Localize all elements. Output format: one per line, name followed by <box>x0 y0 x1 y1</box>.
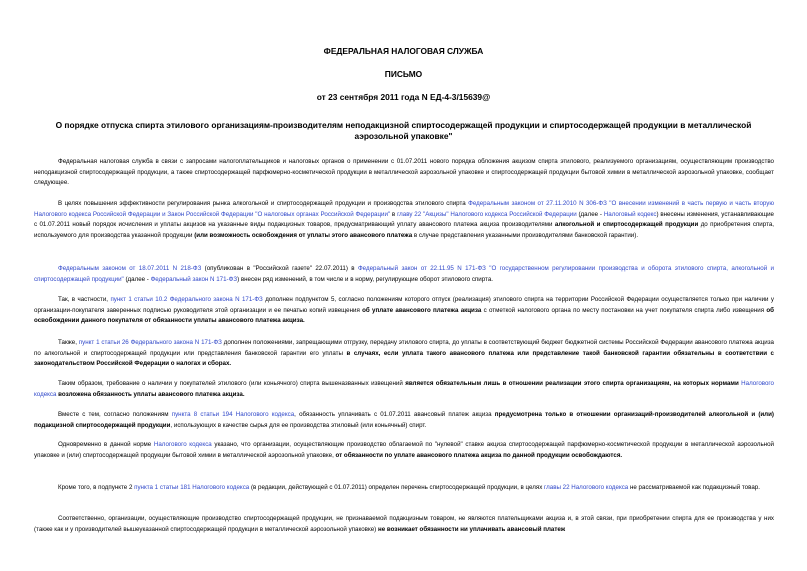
agency-heading: ФЕДЕРАЛЬНАЯ НАЛОГОВАЯ СЛУЖБА <box>323 46 484 56</box>
link-chapter-22[interactable]: главу 22 "Акцизы" Налогового кодекса Российской Федерации <box>397 210 577 218</box>
text: дополнен подпунктом 5, согласно положениям которого отпуск (реализация) этилового спирта на территории Российской Федерации осуществляется только при наличии у организации-покупателя заверенных подписью руководителя этой организации и ее печатью копий извещения <box>34 296 775 314</box>
text: не рассматриваемой как подакцизный товар. <box>628 484 760 491</box>
text: Таким образом, требование о наличии у покупателей этилового (или коньячного) спирта вышеназванных извещений <box>58 380 406 387</box>
paragraph-law-218 <box>34 264 774 285</box>
bold-text: об освобождении данного покупателя от обязанности уплаты авансового платежа акциза. <box>34 306 775 325</box>
bold-text: возложена обязанность уплаты авансового платежа акциза. <box>56 390 245 398</box>
link-article-194[interactable]: пункта 8 статьи 194 Налогового кодекса <box>171 411 295 418</box>
text: Федеральная налоговая служба в связи с запросами налогоплательщиков и налоговых органов о применении с 01.07.2011 нового порядка обложения акцизом спирта этилового, реализуемого организациям, осуществляющим производство неподакцизной спиртосодержащей продукции, а также спиртосодержащей парфюмерно-косметической продукции в металлической аэрозольной упаковке и спиртосодержащей продукции бытовой химии в металлической аэрозольной упаковке, сообщает следующее. <box>34 158 774 187</box>
text: ) внесен ряд изменений, в том числе и в норму, регулирующие оборот этилового спирта. <box>237 275 493 283</box>
link-federal-law-171-short[interactable]: Федеральный закон N 171-ФЗ <box>150 275 238 283</box>
document-date-number: от 23 сентября 2011 года N ЕД-4-3/15639@ <box>316 92 491 102</box>
text: в <box>390 210 398 218</box>
link-article-10-2[interactable]: пункт 1 статьи 10.2 Федерального закона N 171-ФЗ <box>110 296 263 303</box>
text: Также, <box>58 339 79 346</box>
text: с отметкой налогового органа по месту постановки на учет покупателя спирта либо извещения <box>481 306 767 314</box>
bold-text: в случаях, если уплата такого авансового платежа или представление такой банковской гарантии обязательны в соответствии с законодательством Российской Федерации о налогах и сборах. <box>34 349 774 368</box>
text: указано, что организации, осуществляющие производство облагаемой по "нулевой" ставке акциза спиртосодержащей парфюмерно-косметической продукции в металлической аэрозольной упаковке и (или) спиртосодержащей продукции бытовой химии в металлической аэрозольной упаковке, <box>34 441 774 459</box>
text: ) внесены изменения, устанавливающие с 01.07.2011 новый порядок исчисления и уплаты акцизов на указанные виды подакцизных товаров, предусматривающий уплату авансового платежа акциза производителями <box>34 210 774 229</box>
link-chapter-22[interactable]: главы 22 Налогового кодекса <box>544 484 629 491</box>
text: Одновременно в данной норме <box>58 441 154 448</box>
text: (опубликован в "Российской газете" 22.07.2011) в <box>201 265 358 272</box>
paragraph-article-10-2 <box>34 295 774 327</box>
link-tax-code[interactable]: Налоговый кодекс <box>603 210 657 218</box>
document-title: О порядке отпуска спирта этилового организациям-производителям неподакцизной спиртосодержащей продукции и спиртосодержащей продукции в металлической аэрозольной упаковке" <box>55 120 752 141</box>
bold-text: является обязательным лишь в отношении реализации этого спирта организациям, на которых нормами <box>405 380 742 387</box>
bold-text: (или возможность освобождения от уплаты этого авансового платежа <box>194 231 413 239</box>
paragraph-conclusion <box>34 379 774 400</box>
text: дополнен положениями, запрещающими отгрузку, передачу этилового спирта, до уплаты в соответствующий бюджет бюджетной системы Российской Федерации авансового платежа акциза по алкогольной и спиртосодержащей продукции или представления банковской гарантии его уплаты <box>34 339 775 357</box>
text: , использующих в качестве сырья для ее производства этиловый (или коньячный) спирт. <box>170 421 427 429</box>
bold-text: алкогольной и спиртосодержащей продукции <box>554 221 699 229</box>
bold-text: не возникает обязанности ни уплачивать авансовый платеж <box>377 525 566 533</box>
paragraph-article-26 <box>34 338 774 370</box>
text: (в редакции, действующей с 01.07.2011) определен перечень спиртосодержащей продукции, в целях <box>249 484 545 491</box>
paragraph-article-194 <box>34 410 774 431</box>
paragraph-zero-rate <box>34 440 774 461</box>
paragraph-consequently <box>34 514 774 535</box>
link-federal-law-306[interactable]: Федеральным законом от 27.11.2010 N 306-ФЗ "О внесении изменений в часть первую и часть вторую Налогового кодекса Российской Федерации и Закон Российской Федерации "О налоговых органах Российской Федерации" <box>34 200 774 218</box>
text: (далее - <box>576 210 604 218</box>
link-tax-code[interactable]: Налогового кодекса <box>153 441 212 448</box>
paragraph-intro <box>34 157 774 189</box>
link-article-26[interactable]: пункт 1 статьи 26 Федерального закона N 171-ФЗ <box>78 339 222 346</box>
text: Так, в частности, <box>58 296 111 303</box>
text: Соответственно, организации, осуществляющие производство спиртосодержащей продукции, не признаваемой подакцизным товаром, не являются плательщиками акциза и, в этой связи, при приобретении спирта для ее производства у них (также как и у производителей вышеуказанной спиртосодержащей продукции в металлической аэрозольной упаковке) <box>34 515 774 533</box>
text: (далее - <box>123 275 151 283</box>
bold-text: от обязанности по уплате авансового платежа акциза по данной продукции освобождаются. <box>335 451 623 459</box>
text: В целях повышения эффективности регулирования рынка алкогольной и спиртосодержащей продукции и производства этилового спирта <box>58 200 469 207</box>
text: , обязанность уплачивать с 01.07.2011 авансовый платеж акциза <box>294 411 495 418</box>
bold-text: об уплате авансового платежа акциза <box>362 306 482 314</box>
link-tax-code[interactable]: Налогового кодекса <box>34 380 774 398</box>
text: в случае представления указанными производителями банковской гарантии). <box>412 231 639 239</box>
text: до приобретения спирта, используемого для производства указанной продукции <box>34 221 774 239</box>
paragraph-article-181 <box>34 483 774 494</box>
link-federal-law-171[interactable]: Федеральный закон от 22.11.95 N 171-ФЗ "О государственном регулировании производства и оборота этилового спирта, алкогольной и спиртосодержащей продукции" <box>34 265 774 283</box>
text: Кроме того, в подпункте 2 <box>58 484 135 491</box>
paragraph-purpose <box>34 199 774 241</box>
document-type: ПИСЬМО <box>384 69 423 79</box>
link-federal-law-218[interactable]: Федеральным законом от 18.07.2011 N 218-ФЗ <box>58 265 202 272</box>
text: Вместе с тем, согласно положениям <box>58 411 172 418</box>
link-article-181[interactable]: пункта 1 статьи 181 Налогового кодекса <box>134 484 250 491</box>
bold-text: предусмотрена только в отношении организаций-производителей алкогольной и (или) подакцизной спиртосодержащей продукции <box>34 411 774 429</box>
